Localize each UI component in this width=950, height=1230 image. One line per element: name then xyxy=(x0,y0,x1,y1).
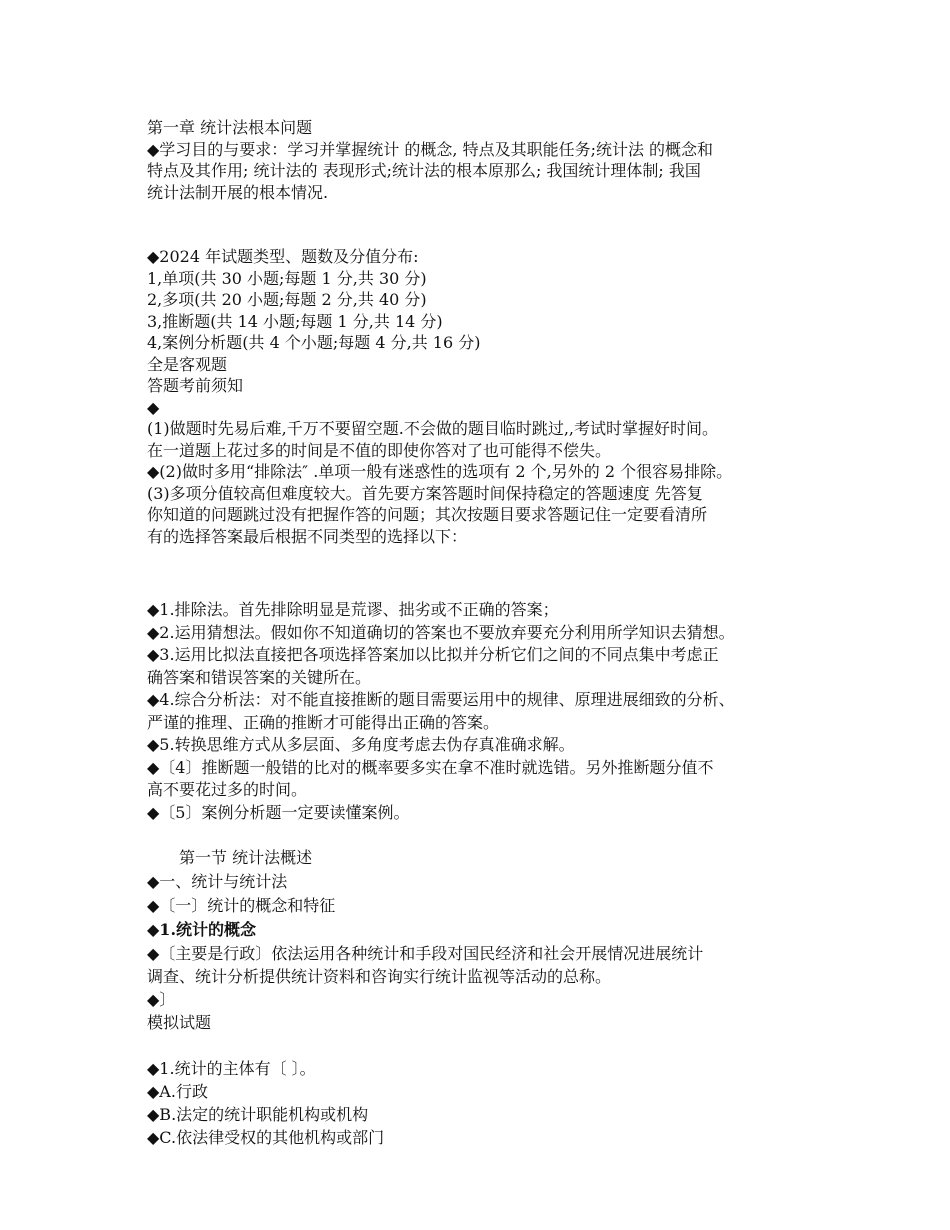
notice-line: (1)做题时先易后难,千万不要留空题.不会做的题目临时跳过,,考试时掌握好时间。 xyxy=(147,419,719,438)
section-title: 第一节 统计法概述 xyxy=(179,848,313,867)
method-line: 严谨的推理、正确的推断才可能得出正确的答案。 xyxy=(147,712,500,732)
method-line: ◆3.运用比拟法直接把各项选择答案加以比拟并分析它们之间的不同点集中考虑正 xyxy=(147,645,719,664)
section-point: ◆〔一〕统计的概念和特征 xyxy=(147,896,336,915)
spacer xyxy=(147,824,827,846)
notice-line: 在一道题上花过多的时间是不值的即使你答对了也可能得不偿失。 xyxy=(147,440,612,460)
notice-title: 答题考前须知 xyxy=(147,376,244,395)
spacer xyxy=(147,547,827,599)
method-line: ◆〔5〕案例分析题一定要读懂案例。 xyxy=(147,802,410,822)
objectives-line: ◆学习目的与要求：学习并掌握统计 的概念, 特点及其职能任务;统计法 的概念和 xyxy=(147,139,714,159)
method-line: 确答案和错误答案的关键所在。 xyxy=(147,667,372,687)
notice-line: 有的选择答案最后根据不同类型的选择以下： xyxy=(147,526,468,546)
method-line: ◆2.运用猜想法。假如你不知道确切的答案也不要放弃要充分利用所学知识去猜想。 xyxy=(147,622,735,642)
option-line: ◆C.依法律受权的其他机构或部门 xyxy=(147,1128,385,1147)
option-line: ◆B.法定的统计职能机构或机构 xyxy=(147,1105,369,1124)
method-line: ◆1.排除法。首先排除明显是荒谬、拙劣或不正确的答案； xyxy=(147,600,559,619)
objectives-line: 统计法制开展的根本情况. xyxy=(147,182,329,202)
exam-type-item: 4,案例分析题(共 4 个小题;每题 4 分,共 16 分) xyxy=(147,333,481,352)
section-point: ◆1.统计的概念 xyxy=(147,920,257,939)
chapter-title: 第一章 统计法根本问题 xyxy=(147,118,313,137)
exam-type-item: 3,推断题(共 14 小题;每题 1 分,共 14 分) xyxy=(147,311,443,331)
spacer xyxy=(147,1034,827,1057)
method-line: ◆5.转换思维方式从多层面、多角度考虑去伪存真准确求解。 xyxy=(147,735,575,754)
objectives-line: 特点及其作用; 统计法的 表现形式;统计法的根本原那么; 我国统计理体制; 我国 xyxy=(147,161,701,180)
method-line: 高不要花过多的时间。 xyxy=(147,780,308,799)
document-body xyxy=(147,117,827,1149)
method-line: ◆4.综合分析法：对不能直接推断的题目需要运用中的规律、原理进展细致的分析、 xyxy=(147,690,735,709)
section-point: ◆〔主要是行政〕依法运用各种统计和手段对国民经济和社会开展情况进展统计 xyxy=(147,944,704,963)
spacer xyxy=(147,203,827,246)
exam-type-item: 2,多项(共 20 小题;每题 2 分,共 40 分) xyxy=(147,290,427,309)
section-point: 调查、统计分析提供统计资料和咨询实行统计监视等活动的总称。 xyxy=(147,967,612,986)
section-point: ◆一、统计与统计法 xyxy=(147,872,288,891)
notice-line: 你知道的问题跳过没有把握作答的问题；其次按题目要求答题记住一定要看清所 xyxy=(147,505,708,524)
section-point: ◆〕 xyxy=(147,990,176,1009)
all-objective-note: 全是客观题 xyxy=(147,354,228,374)
exam-type-item: 1,单项(共 30 小题;每题 1 分,共 30 分) xyxy=(147,268,427,288)
exam-header: ◆2024 年试题类型、题数及分值分布: xyxy=(147,247,419,266)
question-line: ◆1.统计的主体有〔 〕。 xyxy=(147,1059,316,1078)
mock-title: 模拟试题 xyxy=(147,1013,212,1032)
diamond-bullet: ◆ xyxy=(147,397,160,417)
method-line: ◆〔4〕推断题一般错的比对的概率要多实在拿不准时就选错。另外推断题分值不 xyxy=(147,757,714,777)
notice-line: (3)多项分值较高但难度较大。首先要方案答题时间保持稳定的答题速度 先答复 xyxy=(147,483,703,503)
notice-line: ◆(2)做时多用“排除法″ .单项一般有迷惑性的选项有 2 个,另外的 2 个很容易排除。 xyxy=(147,462,733,481)
option-line: ◆A.行政 xyxy=(147,1082,208,1101)
